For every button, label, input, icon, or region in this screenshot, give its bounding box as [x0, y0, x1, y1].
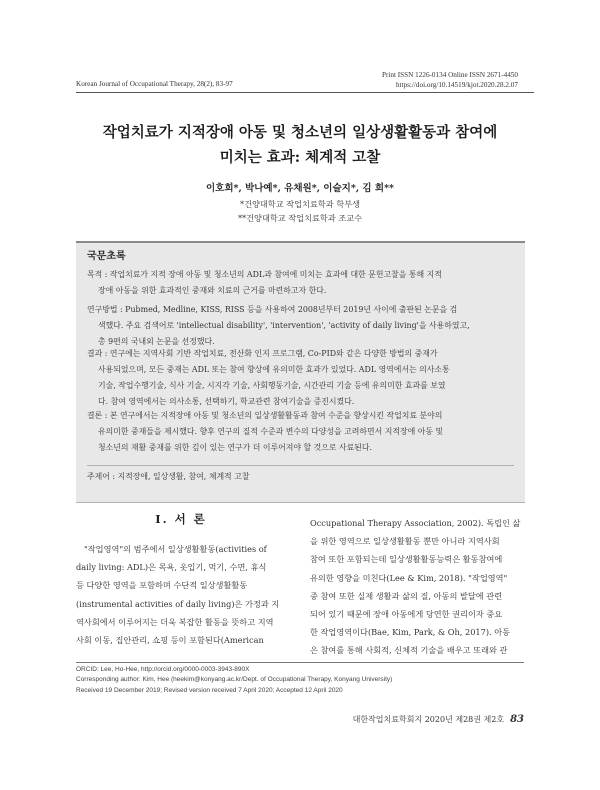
abstract-line: 유의미한 중재들을 제시했다. 향후 연구의 질적 수준과 변수의 다양성을 고려하면서 지적장애 아동 및: [98, 427, 444, 436]
affiliation-professor: **건양대학교 작업치료학과 조교수: [237, 213, 363, 223]
page-footer: [353, 714, 524, 725]
issn-line: Print ISSN 1226-0134 Online ISSN 2671-4450: [382, 71, 518, 79]
keywords: 주제어 : 지적장애, 일상생활, 참여, 체계적 고찰: [87, 472, 250, 481]
body-line: "작업영역"의 범주에서 일상생활활동(activities of: [84, 544, 267, 554]
received-dates-note: Received 19 December 2019; Revised version received 7 April 2020; Accepted 12 April 2020: [76, 686, 343, 694]
orcid-note: ORCID: Lee, Ho-Hee, http://orcid.org/0000-0003-3943-890X: [76, 666, 250, 673]
affiliation-students: *건양대학교 작업치료학과 학부생: [239, 199, 361, 209]
body-line: 은 참여를 통해 사회적, 신체적 기술을 배우고 또래와 관: [310, 645, 508, 656]
body-line: 중 참여 또한 실제 생활과 삶의 질, 아동의 발달에 관련: [310, 590, 503, 601]
body-line: (instrumental activities of daily living)은 가정과 지: [76, 598, 280, 609]
body-line: 한 작업영역이다(Bae, Kim, Park, & Oh, 2017). 아동: [310, 627, 511, 638]
abstract-line: 결과 : 연구에는 지역사회 기반 작업치료, 전산화 인지 프로그램, Co-PID와 같은 다양한 방법의 중재가: [87, 349, 438, 358]
body-line: 사회 이동, 집안관리, 쇼핑 등이 포함된다(American: [76, 635, 264, 646]
paper-title: [60, 120, 540, 170]
footnote-divider: [76, 662, 524, 663]
section-heading-introduction: Ⅰ. 서 론: [155, 512, 207, 526]
abstract-conclusion: [87, 408, 514, 456]
body-line: daily living: ADL)은 목욕, 옷입기, 먹기, 수면, 휴식: [76, 562, 267, 573]
abstract-line: 결론 : 본 연구에서는 지적장애 아동 및 청소년의 일상생활활동과 참여 수준을 향상시킨 작업치료 분야의: [87, 411, 443, 420]
abstract-results: [87, 346, 514, 410]
abstract-line: 연구방법 : Pubmed, Medline, KISS, RISS 등을 사용하여 2008년부터 2019년 사이에 출판된 논문을 검: [87, 305, 458, 314]
paper-title-line1: 작업치료가 지적장애 아동 및 청소년의 일상생활활동과 참여에: [102, 124, 498, 141]
body-column-right: [310, 514, 524, 660]
body-line: 등 다양한 영역을 포함하며 수단적 일상생활활동: [76, 580, 248, 591]
abstract-methods: [87, 302, 514, 350]
page-number: 83: [510, 714, 524, 725]
abstract-divider: [87, 465, 514, 466]
body-line: 되어 있기 때문에 장애 아동에게 당연한 권리이자 중요: [310, 609, 503, 620]
body-line: 을 위한 영역으로 일상생활활동 뿐만 아니라 지역사회: [310, 536, 500, 547]
abstract-line: 기술, 작업수행기술, 식사 기술, 시지각 기술, 사회행동기술, 시간관리 기술 등에 유의미한 효과를 보였: [98, 381, 446, 390]
body-line: 유의한 영향을 미친다(Lee & Kim, 2018). "작업영역": [310, 572, 508, 583]
doi-link[interactable]: https://doi.org/10.14519/kjot.2020.28.2.07: [395, 81, 518, 89]
header-divider: [76, 92, 534, 93]
abstract-objective: [87, 267, 514, 299]
journal-issue: 대한작업치료학회지 2020년 제28권 제2호: [352, 715, 505, 724]
paper-title-line2: 미치는 효과: 체계적 고찰: [219, 149, 381, 166]
corresponding-author-note: Corresponding author: Kim, Hee (heekim@konyang.ac.kr/Dept. of Occupational Therapy, Konyang University): [76, 676, 393, 684]
abstract-line: 장애 아동을 위한 효과적인 중재와 치료의 근거를 마련하고자 한다.: [98, 286, 327, 295]
author-list: 이호희*, 박나예*, 유채원*, 이슬지*, 김 희**: [205, 183, 395, 194]
abstract-line: 총 9편의 국내외 논문을 선정했다.: [98, 337, 215, 346]
abstract-line: 사용되었으며, 모든 중재는 ADL 또는 참여 향상에 유의미한 효과가 있었다. ADL 영역에서는 의사소통: [98, 365, 450, 374]
abstract-line: 목적 : 작업치료가 지적 장애 아동 및 청소년의 ADL과 참여에 미치는 효과에 대한 문헌고찰을 통해 지적: [87, 270, 442, 279]
footnotes: [76, 665, 392, 696]
abstract-line: 청소년의 재활 중재를 위한 깊이 있는 연구가 더 이루어져야 할 것으로 사료된다.: [98, 443, 373, 452]
journal-citation: Korean Journal of Occupational Therapy, 28(2), 83-97: [76, 80, 233, 88]
body-line: Occupational Therapy Association, 2002). 독립인 삶: [310, 518, 521, 528]
body-line: 역사회에서 이루어지는 더욱 복잡한 활동을 뜻하고 지역: [76, 616, 274, 627]
body-column-left: [76, 540, 288, 649]
body-line: 참여 또한 포함되는데 일상생활활동능력은 활동참여에: [310, 554, 503, 565]
abstract-heading: 국문초록: [87, 251, 126, 262]
abstract-line: 색했다. 주요 검색어로 'intellectual disability', 'intervention', 'activity of daily living'을 사용하였고,: [98, 321, 470, 330]
abstract-line: 다. 참여 영역에서는 의사소통, 선택하기, 학교관련 참여기술을 증진시켰다.: [98, 397, 355, 406]
